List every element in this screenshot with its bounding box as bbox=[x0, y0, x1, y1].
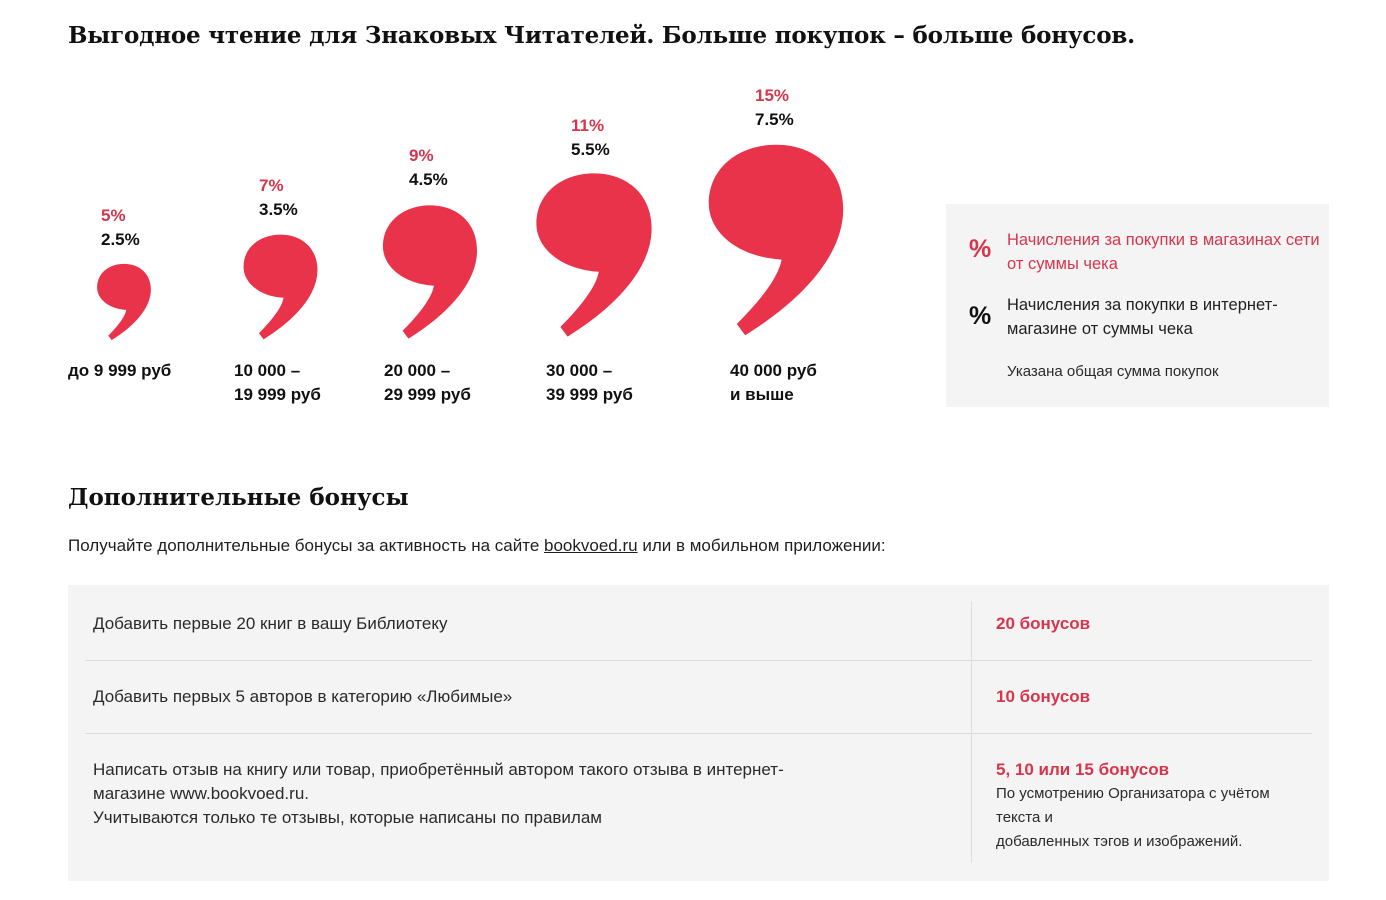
online-percent: 4.5% bbox=[409, 170, 448, 189]
store-percent: 5% bbox=[101, 206, 126, 225]
bookvoed-link[interactable]: bookvoed.ru bbox=[544, 536, 638, 555]
store-percent: 15% bbox=[755, 86, 790, 105]
legend-note: Указана общая сумма покупок bbox=[1007, 363, 1219, 380]
percent-black-icon: % bbox=[969, 302, 992, 330]
range-label: 20 000 – 29 999 руб bbox=[384, 361, 471, 404]
column-divider bbox=[971, 601, 972, 863]
bonus-amount: 20 бонусов bbox=[996, 614, 1091, 633]
legend-store-text: Начисления за покупки в магазинах сети от суммы чека bbox=[1007, 231, 1320, 273]
range-label: до 9 999 руб bbox=[68, 361, 172, 380]
intro-text: Получайте дополнительные бонусы за активность на сайте bookvoed.ru или в мобильном приложении: bbox=[68, 536, 886, 555]
store-percent: 7% bbox=[259, 176, 284, 195]
store-percent: 11% bbox=[571, 116, 605, 135]
bonus-amount: 10 бонусов bbox=[996, 687, 1091, 706]
legend-panel bbox=[946, 204, 1329, 407]
comma-icon bbox=[381, 202, 479, 342]
bonus-note: По усмотрению Организатора с учётом текста и добавленных тэгов и изображений. bbox=[996, 785, 1270, 850]
range-label: 30 000 – 39 999 руб bbox=[546, 361, 633, 404]
bonus-action: Добавить первых 5 авторов в категорию «Любимые» bbox=[93, 687, 513, 706]
percent-red-icon: % bbox=[969, 235, 992, 263]
page-title: Выгодное чтение для Знаковых Читателей. Больше покупок – больше бонусов. bbox=[68, 22, 1135, 49]
comma-icon bbox=[534, 170, 654, 340]
section-title: Дополнительные бонусы bbox=[68, 484, 409, 511]
bonus-action: Добавить первые 20 книг в вашу Библиотеку bbox=[93, 614, 448, 633]
legend-online-text: Начисления за покупки в интернет-магазине от суммы чека bbox=[1007, 296, 1278, 338]
store-percent: 9% bbox=[409, 146, 434, 165]
comma-icon bbox=[96, 262, 152, 342]
bonus-amount: 5, 10 или 15 бонусов bbox=[996, 760, 1170, 779]
comma-icon bbox=[242, 232, 319, 342]
comma-icon bbox=[706, 140, 846, 340]
online-percent: 5.5% bbox=[571, 140, 610, 159]
range-label: 40 000 руб и выше bbox=[730, 361, 817, 404]
row-divider bbox=[85, 660, 1312, 661]
bonus-action: Написать отзыв на книгу или товар, приобретённый автором такого отзыва в интернет- магазине www.bookvoed.ru. Учитываются только те отзывы, которые написаны по правилам bbox=[93, 760, 784, 827]
bonus-table bbox=[68, 585, 1329, 881]
online-percent: 3.5% bbox=[259, 200, 298, 219]
row-divider bbox=[85, 733, 1312, 734]
online-percent: 2.5% bbox=[101, 230, 140, 249]
online-percent: 7.5% bbox=[755, 110, 794, 129]
range-label: 10 000 – 19 999 руб bbox=[234, 361, 321, 404]
